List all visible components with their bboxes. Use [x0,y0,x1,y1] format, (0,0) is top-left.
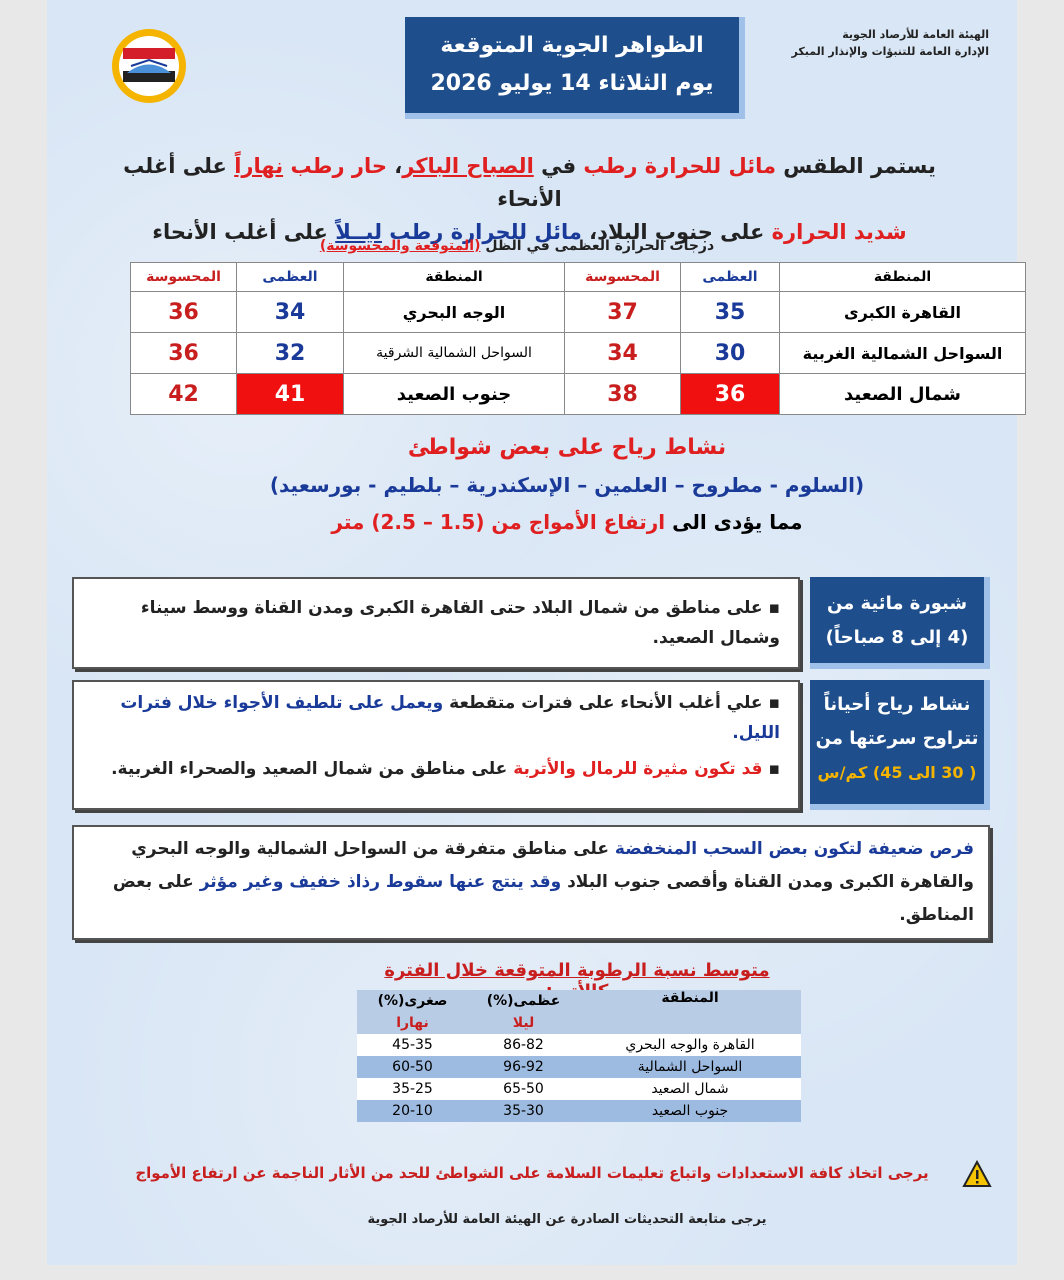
header-region: المنطقة [579,990,801,1034]
bulletin-sheet [47,0,1017,1265]
fog-tag-time: (4 إلى 8 صباحاً) [825,627,969,648]
header-feels: المحسوسة [131,263,237,292]
temperature-table [130,262,1026,415]
max-cell: 65-50 [468,1078,579,1100]
header-min-sub: نهارا [357,1012,468,1034]
max-cell: 96-92 [468,1056,579,1078]
table-row [357,1100,801,1122]
min-cell: 20-10 [357,1100,468,1122]
winds-text: على مناطق من شمال الصعيد والصحراء الغربية. [111,759,514,779]
summary-text: على جنوب البلاد، [581,220,772,244]
max-temp-cell: 32 [237,333,344,374]
forecast-date: يوم الثلاثاء 14 يوليو 2026 [430,71,714,96]
table-row [357,1056,801,1078]
max-temp-cell: 34 [237,292,344,333]
region-cell: شمال الصعيد [579,1078,801,1100]
feels-temp-cell: 36 [131,333,237,374]
max-cell: 35-30 [468,1100,579,1122]
wind-section [157,430,977,540]
header-max: العظمى [237,263,344,292]
winds-highlight: قد تكون مثيرة للرمال والأتربة [513,759,763,779]
winds-highlight: ويعمل على تلطيف الأجواء خلال فترات الليل. [120,693,780,743]
clouds-highlight: وقد ينتج عنها سقوط رذاذ خفيف وغير مؤثر [199,872,562,892]
summary-text: ، [386,154,403,178]
clouds-text: على مناطق متفرقة من السواحل الشمالية والوجه البحري والقاهرة الكبرى ومدن القناة وأقصى جنوب البلاد [131,839,974,892]
clouds-highlight: فرص ضعيفة لتكون بعض السحب المنخفضة [614,839,974,859]
summary-text: الصباح الباكر [402,154,534,178]
follow-note: يرجى متابعة التحديثات الصادرة عن الهيئة العامة للأرصاد الجوية [367,1212,767,1227]
min-cell: 45-35 [357,1034,468,1056]
winds-box [72,680,800,810]
header-max: عظمى(%) [468,990,579,1012]
min-cell: 35-25 [357,1078,468,1100]
region-cell: شمال الصعيد [780,374,1026,415]
summary-text: حار رطب [290,154,387,178]
summary-text: في [533,154,584,178]
fog-text: على مناطق من شمال البلاد حتى القاهرة الكبرى ومدن القناة ووسط سيناء وشمال الصعيد. [140,598,780,648]
region-cell: السواحل الشمالية [579,1056,801,1078]
bullet-icon: ▪ [762,598,780,618]
page-title: الظواهر الجوية المتوقعة [440,33,704,58]
header-max-sub: ليلا [468,1012,579,1034]
winds-point-1 [86,688,780,748]
winds-tag-speed: ( 30 الى 45) كم/س [817,763,977,782]
region-cell: القاهرة الكبرى [780,292,1026,333]
table-row [357,1034,801,1056]
temps-caption [247,238,787,254]
clouds-text: على بعض المناطق. [112,872,974,925]
summary-text: يستمر الطقس [775,154,936,178]
winds-tag-title: نشاط رياح أحياناً [823,694,971,715]
wave-text: مما يؤدى الى [665,510,803,534]
summary-text: على أغلب الأنحاء [152,220,336,244]
max-temp-cell: 35 [681,292,780,333]
feels-temp-cell: 38 [565,374,681,415]
wind-locations: (السلوم - مطروح – العلمين – الإسكندرية – بلطيم - بورسعيد) [269,473,865,497]
header-feels: المحسوسة [565,263,681,292]
humidity-header-row [357,990,801,1012]
table-row [131,333,1026,374]
org-department: الإدارة العامة للتنبؤات والإنذار المبكر [791,45,989,58]
table-row [131,374,1026,415]
table-header-row [131,263,1026,292]
feels-temp-cell: 36 [131,292,237,333]
bullet-icon: ▪ [762,693,780,713]
region-cell: جنوب الصعيد [579,1100,801,1122]
summary-text: على أغلب الأنحاء [123,154,562,211]
feels-temp-cell: 42 [131,374,237,415]
winds-text: علي أغلب الأنحاء على فترات متقطعة [443,693,763,713]
max-temp-cell-hot: 36 [681,374,780,415]
region-cell: الوجه البحري [344,292,565,333]
table-row [131,292,1026,333]
max-cell: 86-82 [468,1034,579,1056]
max-temp-cell: 30 [681,333,780,374]
winds-tag-subtitle: تتراوح سرعتها من [815,728,979,749]
feels-temp-cell: 37 [565,292,681,333]
region-cell: جنوب الصعيد [344,374,565,415]
winds-tag [810,680,990,810]
region-cell: السواحل الشمالية الشرقية [344,333,565,374]
clouds-box [72,825,990,940]
winds-point-2 [86,754,780,784]
header-min: صغرى(%) [357,990,468,1012]
wind-heading: نشاط رياح على بعض شواطئ [407,435,727,460]
caption-highlight: (المتوقعة والمحسوسة) [319,238,481,254]
summary-text: نهاراً [234,154,284,178]
wave-highlight: ارتفاع الأمواج من (1.5 – 2.5) متر [331,510,666,534]
ema-logo-icon [109,26,189,106]
summary-text: ليــلاً [335,220,382,244]
humidity-table [357,990,801,1122]
general-summary [107,150,952,249]
summary-line-1 [107,150,952,216]
max-temp-cell-hot: 41 [237,374,344,415]
fog-tag [810,577,990,669]
warning-icon [962,1160,992,1188]
summary-text: شديد الحرارة [771,220,907,244]
region-cell: القاهرة والوجه البحري [579,1034,801,1056]
table-row [357,1078,801,1100]
safety-note: يرجى اتخاذ كافة الاستعدادات واتباع تعليمات السلامة على الشواطئ للحد من الأثار الناجمة عن ارتفاع الأمواج [135,1164,929,1182]
org-name: الهيئة العامة للأرصاد الجوية [842,28,989,41]
header-region: المنطقة [344,263,565,292]
summary-text: مائل للحرارة رطب [583,154,776,178]
feels-temp-cell: 34 [565,333,681,374]
header-region: المنطقة [780,263,1026,292]
caption-text: درجات الحرارة العظمى في الظل [480,238,715,254]
min-cell: 60-50 [357,1056,468,1078]
wave-height [157,504,977,540]
humidity-title: متوسط نسبة الرطوبة المتوقعة خلال الفترة [384,960,770,981]
header-max: العظمى [681,263,780,292]
fog-box [72,577,800,669]
summary-text: مائل للحرارة رطب [389,220,582,244]
fog-tag-title: شبورة مائية من [826,593,968,614]
organization-header [792,26,989,60]
bullet-icon: ▪ [762,759,780,779]
title-box [405,17,745,119]
region-cell: السواحل الشمالية الغربية [780,333,1026,374]
